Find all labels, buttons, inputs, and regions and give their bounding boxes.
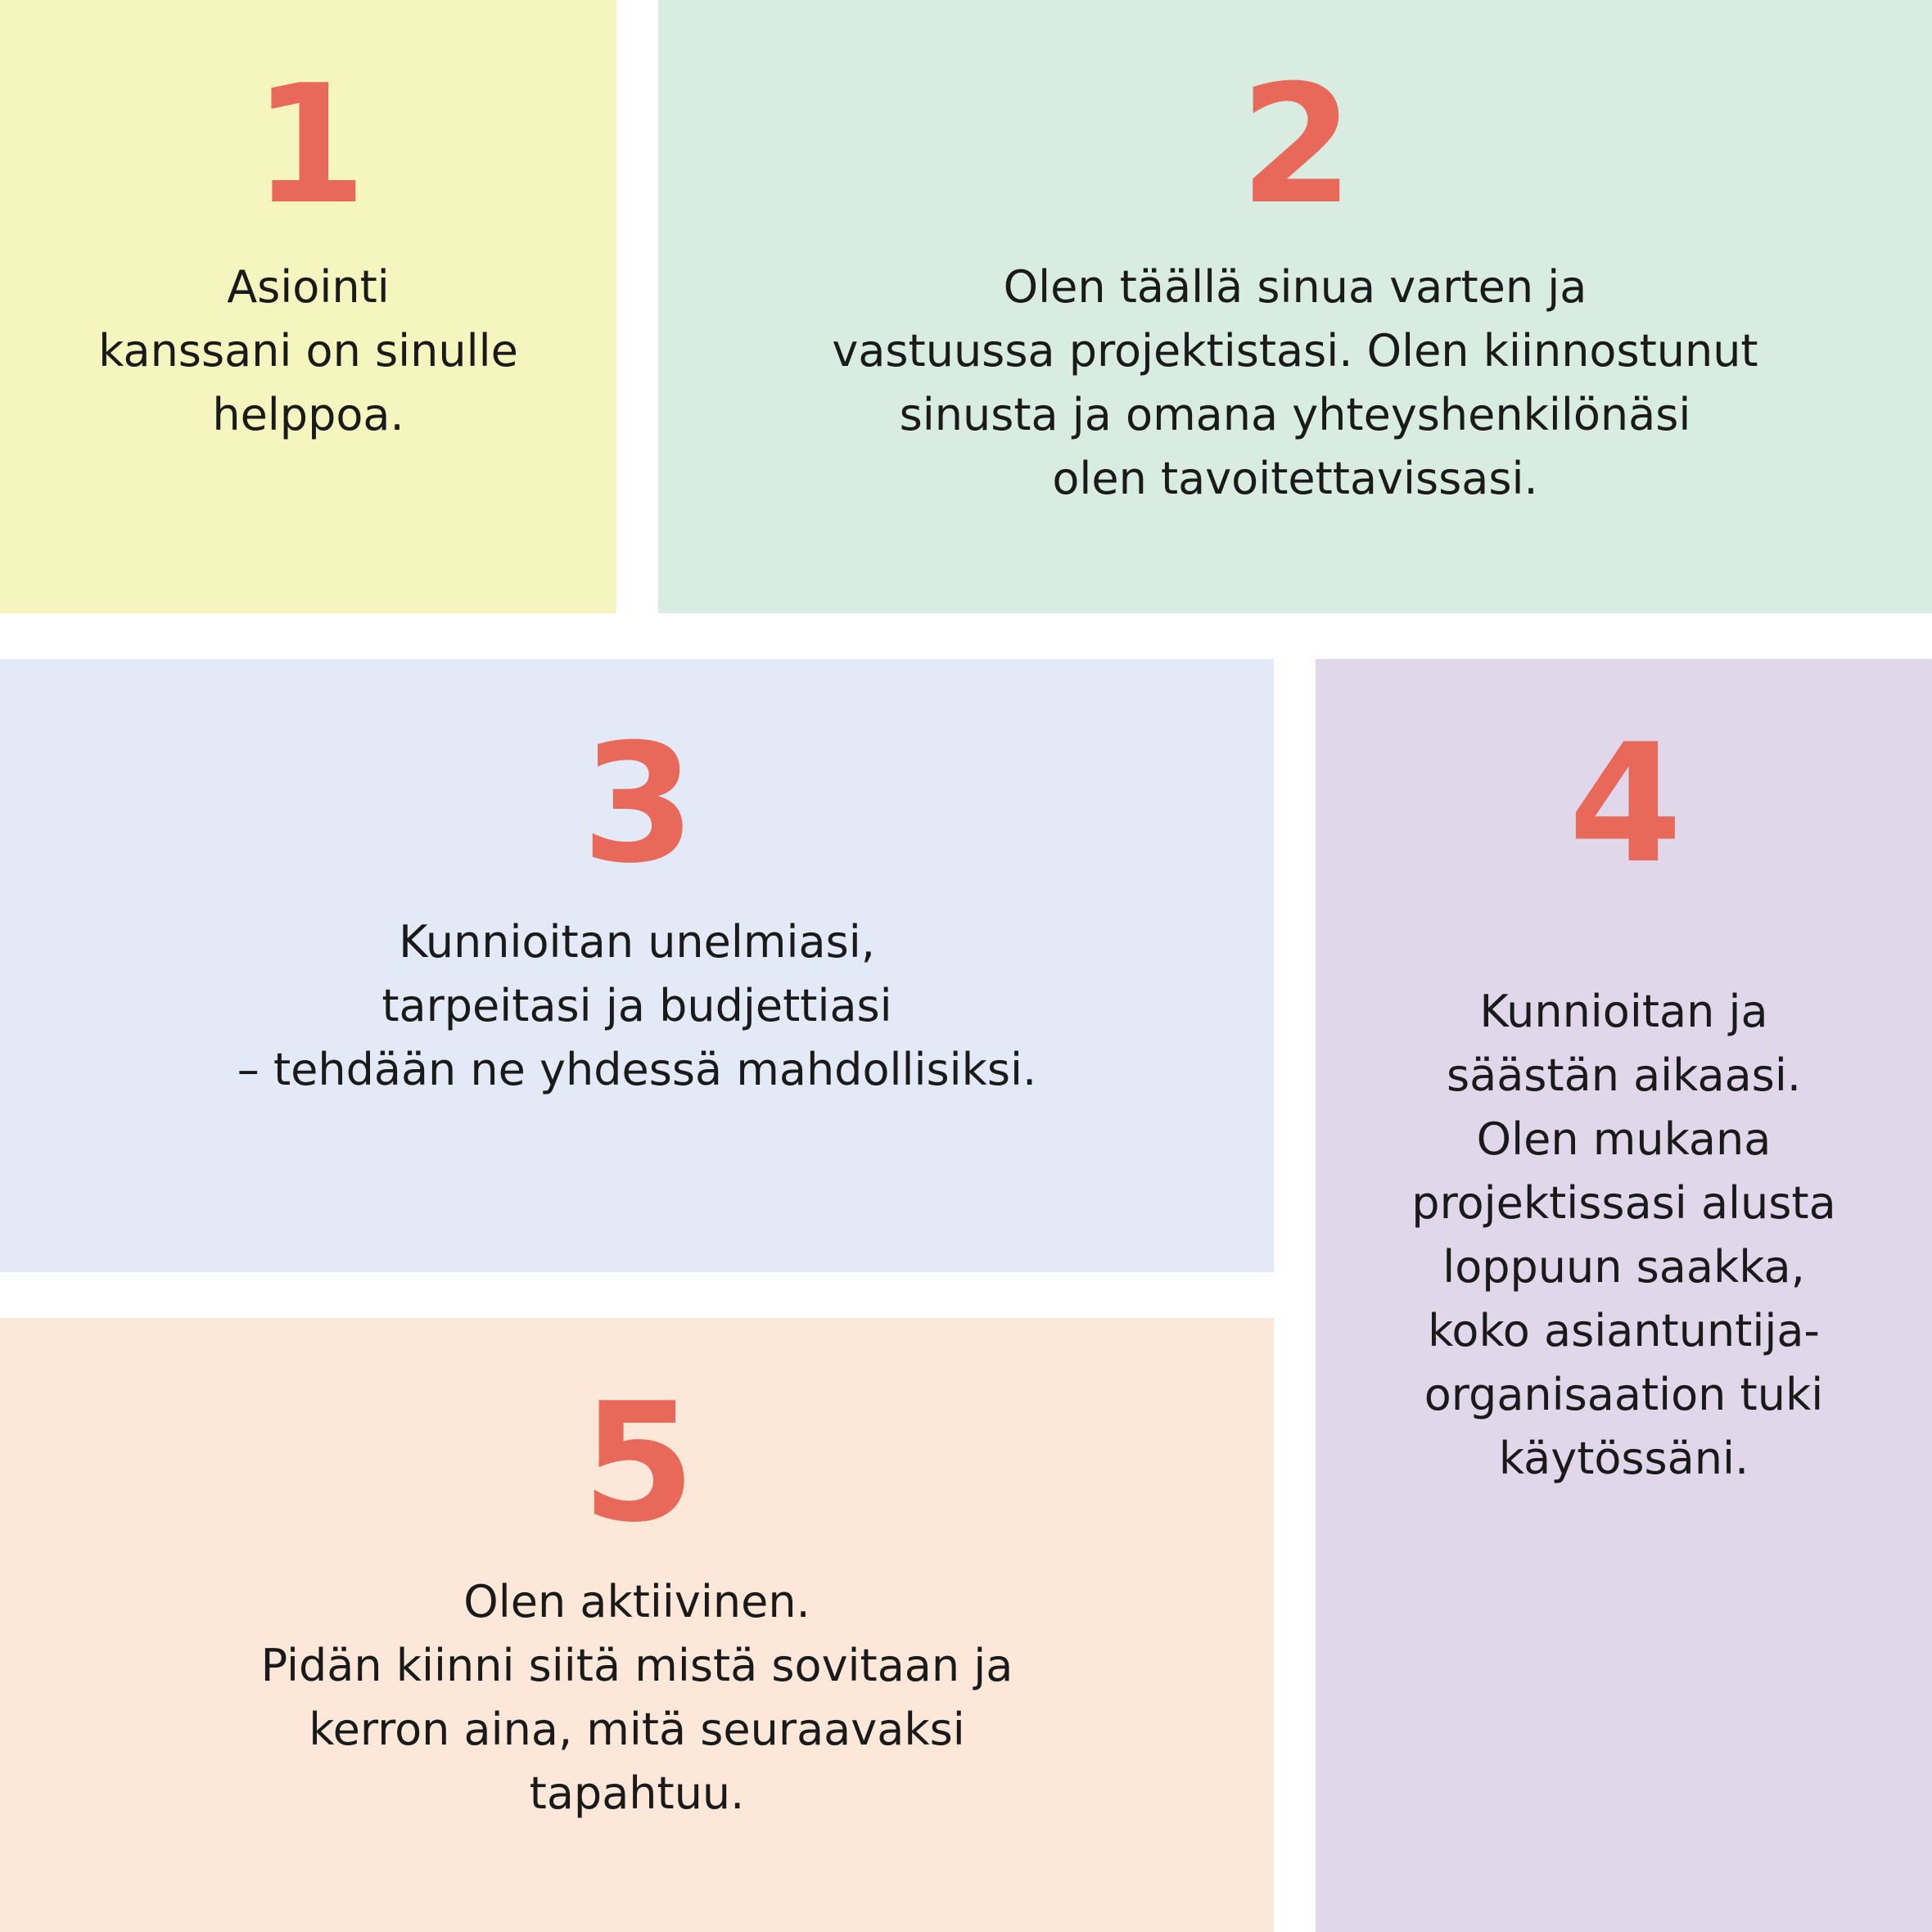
panel-1 — [0, 0, 616, 613]
panel-text-line: koko asiantuntija- — [1428, 1305, 1820, 1356]
panel-number: 3 — [581, 709, 693, 900]
panel-text-line: Kunnioitan ja — [1479, 986, 1768, 1037]
panel-text-line: sinusta ja omana yhteyshenkilönäsi — [899, 389, 1691, 440]
panel-4 — [1316, 659, 1932, 1932]
panel-text-line: – tehdään ne yhdessä mahdollisiksi. — [237, 1044, 1037, 1095]
panel-text-line: kerron aina, mitä seuraavaksi — [309, 1704, 965, 1755]
panel-3 — [0, 659, 1274, 1272]
panel-text-line: Pidän kiinni siitä mistä sovitaan ja — [260, 1640, 1013, 1691]
panel-text — [1316, 980, 1932, 1491]
panel-text-line: kanssani on sinulle — [98, 325, 518, 377]
panel-text — [0, 255, 616, 447]
panel-text-line: organisaation tuki — [1424, 1369, 1824, 1420]
panel-text — [0, 910, 1274, 1102]
panel-number: 5 — [581, 1368, 693, 1559]
panel-text-line: loppuun saakka, — [1442, 1241, 1805, 1293]
panel-text-line: tarpeitasi ja budjettiasi — [381, 980, 892, 1031]
panel-text-line: vastuussa projektistasi. Olen kiinnostunut — [832, 325, 1758, 377]
panel-2 — [658, 0, 1932, 613]
panel-text-line: helppoa. — [212, 389, 404, 440]
panel-text-line: Asiointi — [227, 261, 390, 313]
panel-text — [0, 1570, 1274, 1826]
panel-text — [658, 255, 1932, 511]
panel-number: 2 — [1239, 50, 1351, 241]
panel-text-line: tapahtuu. — [529, 1767, 745, 1819]
panel-text-line: säästän aikaasi. — [1446, 1050, 1801, 1101]
panel-number: 4 — [1568, 709, 1680, 900]
panel-text-line: Olen mukana — [1476, 1113, 1772, 1165]
panel-text-line: Olen täällä sinua varten ja — [1003, 261, 1587, 313]
panel-text-line: Kunnioitan unelmiasi, — [399, 916, 875, 968]
panel-5 — [0, 1318, 1274, 1932]
panel-text-line: Olen aktiivinen. — [463, 1576, 810, 1627]
panel-text-line: käytössäni. — [1498, 1433, 1749, 1484]
panel-text-line: olen tavoitettavissasi. — [1052, 453, 1538, 504]
panel-text-line: projektissasi alusta — [1411, 1177, 1836, 1229]
panel-number: 1 — [252, 50, 364, 241]
